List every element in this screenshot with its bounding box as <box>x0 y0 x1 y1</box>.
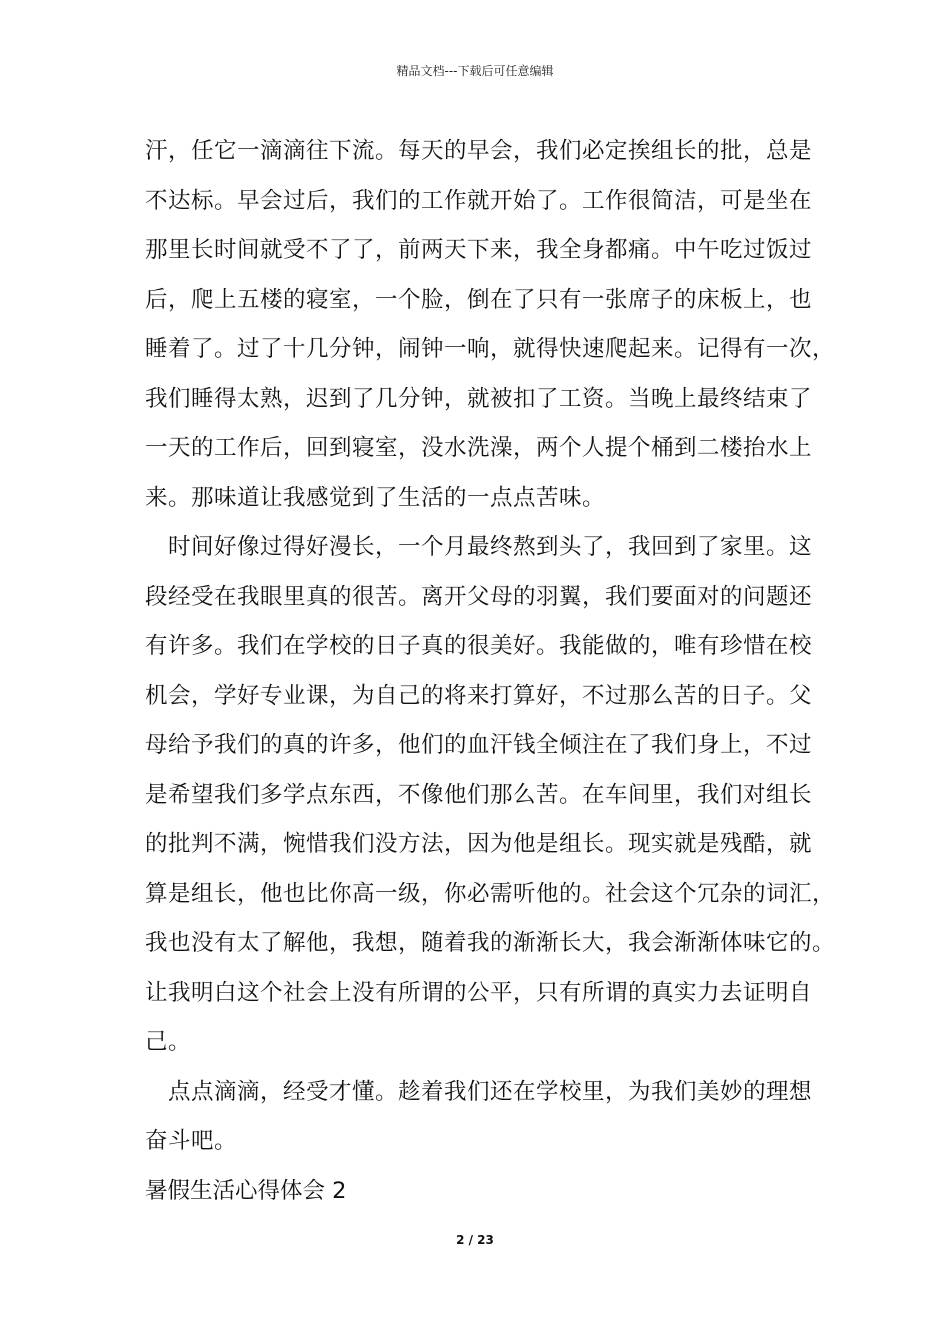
text-line: 时间好像过得好漫长，一个月最终熬到头了，我回到了家里。这 <box>168 534 813 560</box>
section-heading: 暑假生活心得体会 2 <box>145 1177 347 1204</box>
page-header: 精品文档---下载后可任意编辑 <box>396 64 554 78</box>
text-line: 己。 <box>145 1029 192 1055</box>
paragraph-3 <box>145 1068 825 1167</box>
text-line: 是希望我们多学点东西，不像他们那么苦。在车间里，我们对组长 <box>145 781 813 808</box>
paragraph-1 <box>145 127 836 523</box>
text-line: 段经受在我眼里真的很苦。离开父母的羽翼，我们要面对的问题还 <box>145 583 813 610</box>
text-line: 点点滴滴，经受才懂。趁着我们还在学校里，为我们美妙的理想 <box>168 1078 813 1105</box>
page-number: 2 / 23 <box>456 1233 494 1247</box>
text-line: 的批判不满，惋惜我们没方法，因为他是组长。现实就是残酷，就 <box>145 831 813 857</box>
text-line: 奋斗吧。 <box>145 1128 238 1154</box>
text-line: 机会，学好专业课，为自己的将来打算好，不过那么苦的日子。父 <box>145 682 813 709</box>
text-line: 汗，任它一滴滴往下流。每天的早会，我们必定挨组长的批，总是 <box>145 138 813 164</box>
text-line: 来。那味道让我感觉到了生活的一点点苦味。 <box>145 484 606 511</box>
document-body <box>145 127 836 1216</box>
text-line: 让我明白这个社会上没有所谓的公平，只有所谓的真实力去证明自 <box>145 979 813 1006</box>
text-line: 母给予我们的真的许多，他们的血汗钱全倾注在了我们身上，不过 <box>145 732 813 758</box>
text-line: 算是组长，他也比你高一级，你必需听他的。社会这个冗杂的词汇， <box>145 880 836 907</box>
paragraph-2 <box>145 523 836 1068</box>
text-line: 我也没有太了解他，我想，随着我的渐渐长大，我会渐渐体味它的。 <box>145 930 836 956</box>
text-line: 一天的工作后，回到寝室，没水洗澡，两个人提个桶到二楼抬水上 <box>145 435 813 461</box>
text-line: 我们睡得太熟，迟到了几分钟，就被扣了工资。当晚上最终结束了 <box>145 385 813 412</box>
text-line: 睡着了。过了十几分钟，闹钟一响，就得快速爬起来。记得有一次， <box>145 336 836 362</box>
text-line: 有许多。我们在学校的日子真的很美好。我能做的，唯有珍惜在校 <box>145 633 813 659</box>
text-line: 不达标。早会过后，我们的工作就开始了。工作很简洁，可是坐在 <box>145 187 813 214</box>
text-line: 那里长时间就受不了了，前两天下来，我全身都痛。中午吃过饭过 <box>145 237 813 263</box>
text-line: 后，爬上五楼的寝室，一个脸，倒在了只有一张席子的床板上，也 <box>145 286 813 313</box>
